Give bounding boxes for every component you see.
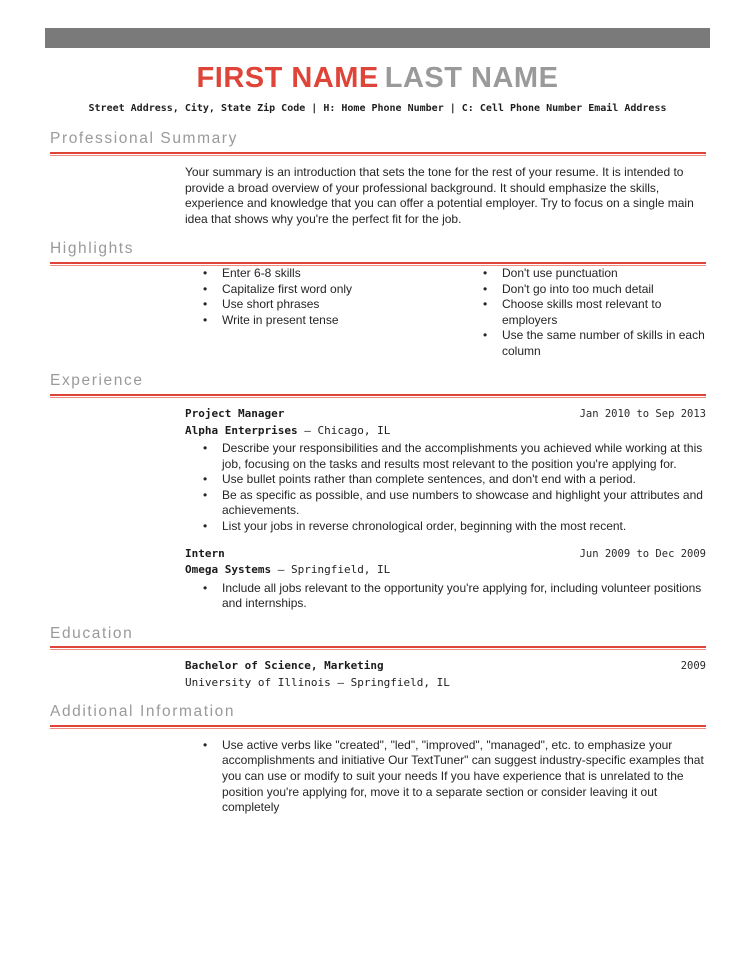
job-title-row	[185, 547, 706, 562]
bullet-item: • Capitalize first word only	[185, 282, 465, 298]
bullet-item: • Include all jobs relevant to the opportunity you're applying for, including volunteer positions and internships.	[185, 581, 706, 612]
bullet-item: • Use bullet points rather than complete sentences, and don't end with a period.	[185, 472, 706, 488]
additional-information-content	[185, 729, 706, 816]
highlights-right-column	[465, 266, 720, 360]
education-degree: Bachelor of Science, Marketing	[185, 659, 384, 673]
bullet-item: • Don't use punctuation	[465, 266, 720, 282]
education-location: — Springfield, IL	[337, 675, 450, 689]
education-title-row	[185, 659, 706, 674]
bullet-item: • Use short phrases	[185, 297, 465, 313]
education-school-row	[185, 676, 706, 690]
section-title-professional-summary: Professional Summary	[50, 130, 238, 148]
bullet-item: • Write in present tense	[185, 313, 465, 329]
professional-summary-content	[185, 156, 706, 227]
job-role: Project Manager	[185, 407, 285, 421]
last-name: LAST NAME	[384, 62, 559, 94]
bullet-item: • Be as specific as possible, and use numbers to showcase and highlight your attributes and achievements.	[185, 488, 706, 519]
contact-line: Street Address, City, State Zip Code | H: Home Phone Number | C: Cell Phone Number Email Address	[88, 103, 667, 115]
first-name: FIRST NAME	[196, 62, 379, 94]
bullet-item: • Choose skills most relevant to employers	[465, 297, 720, 328]
additional-information-list	[185, 738, 706, 816]
bullet-item: • Use active verbs like "created", "led", "improved", "managed", etc. to emphasize your accomplishments and initiative Our TextTuner" can suggest industry-specific examples that you can use or modify to suit your needs If you have experience that is unrelated to the position you're applying for, move it to a separate section or consider leaving it out completely	[185, 738, 706, 816]
education-content	[185, 650, 706, 690]
resume-name	[0, 62, 755, 95]
job-entry	[185, 547, 706, 612]
bullet-item: • Don't go into too much detail	[465, 282, 720, 298]
section-education	[50, 625, 706, 691]
job-location: — Springfield, IL	[277, 563, 391, 577]
section-title-highlights: Highlights	[50, 240, 135, 258]
job-dates: Jan 2010 to Sep 2013	[579, 408, 706, 421]
job-entry	[185, 407, 706, 535]
highlights-left-list	[185, 266, 465, 328]
highlights-left-column	[185, 266, 465, 360]
job-dates: Jun 2009 to Dec 2009	[579, 547, 706, 560]
summary-text: Your summary is an introduction that sets the tone for the rest of your resume. It is intended to provide a broad overview of your professional background. It should emphasize the skills, experience and knowledge that you can offer a potential employer. Try to focus on a single main idea that shows why you're the perfect fit for the job.	[185, 164, 694, 226]
job-location: — Chicago, IL	[304, 423, 391, 437]
education-year: 2009	[680, 660, 706, 673]
job-company-row	[185, 424, 706, 438]
job-company: Omega Systems	[185, 563, 272, 577]
job-title-row	[185, 407, 706, 422]
section-professional-summary	[50, 130, 706, 227]
experience-content	[185, 398, 706, 612]
highlights-columns	[185, 266, 706, 360]
job-bullet-list	[185, 581, 706, 612]
top-divider-bar	[45, 28, 710, 48]
bullet-item: • Describe your responsibilities and the accomplishments you achieved while working at this job, focusing on the tasks and results most relevant to the position you're applying for.	[185, 441, 706, 472]
section-title-education: Education	[50, 624, 134, 642]
job-company-row	[185, 563, 706, 577]
section-additional-information	[50, 703, 706, 816]
bullet-item: • Enter 6-8 skills	[185, 266, 465, 282]
education-school: University of Illinois	[185, 675, 331, 689]
section-highlights	[50, 240, 706, 359]
highlights-right-list	[465, 266, 720, 360]
section-title-additional-information: Additional Information	[50, 703, 236, 721]
bullet-item: • Use the same number of skills in each column	[465, 328, 720, 359]
job-bullet-list	[185, 441, 706, 535]
section-experience	[50, 372, 706, 611]
section-title-experience: Experience	[50, 372, 144, 390]
bullet-item: • List your jobs in reverse chronological order, beginning with the most recent.	[185, 519, 706, 535]
job-company: Alpha Enterprises	[185, 423, 298, 437]
job-role: Intern	[185, 546, 225, 560]
